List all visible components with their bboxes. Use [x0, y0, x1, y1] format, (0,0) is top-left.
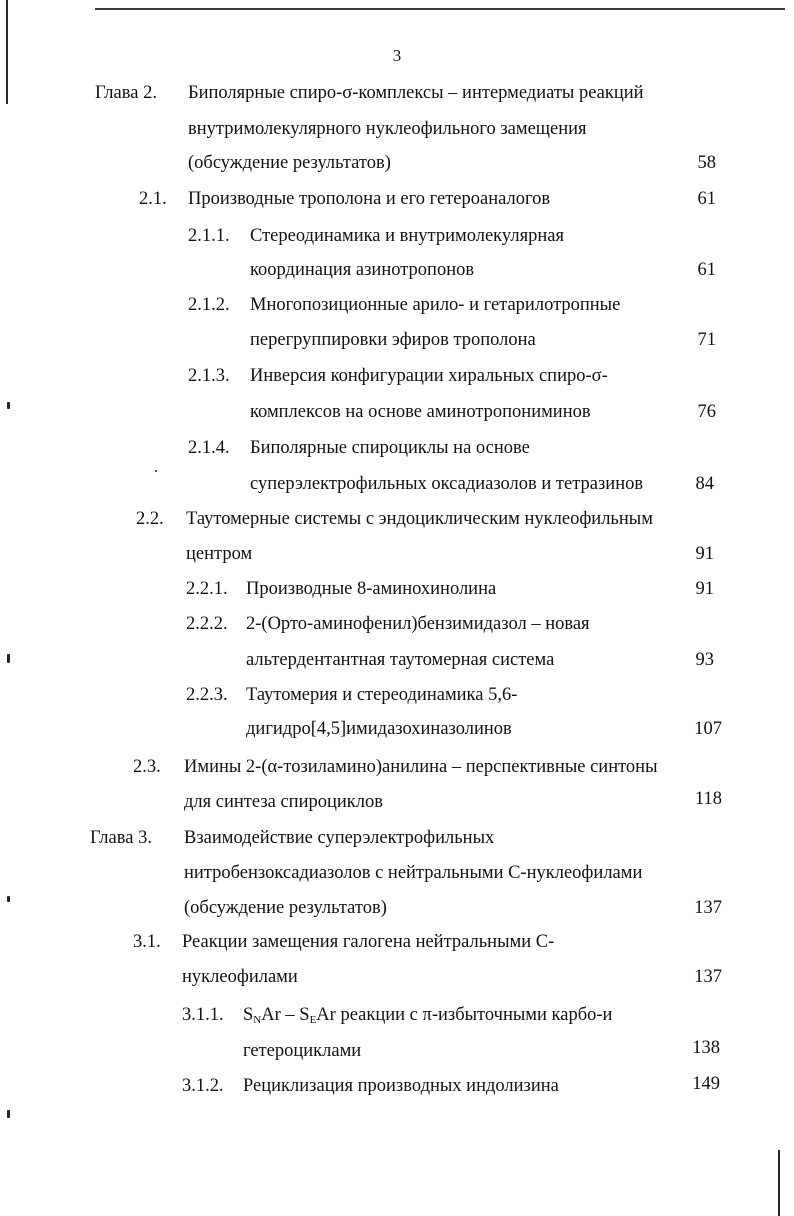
subscript: E — [309, 1014, 317, 1026]
toc-entry-line: Биполярные спиро-σ-комплексы – интермедиаты реакций — [188, 83, 644, 103]
scan-border-right — [778, 1150, 780, 1216]
toc-page-number: 84 — [695, 474, 714, 494]
text-fragment: Ar реакции с π-избыточными карбо-и — [316, 1005, 613, 1025]
toc-label: 2.1.3. — [188, 366, 230, 386]
toc-entry-line: Многопозиционные арило- и гетарилотропные — [250, 295, 621, 315]
toc-entry-line: Инверсия конфигурации хиральных спиро-σ- — [250, 366, 608, 386]
toc-page-number: 91 — [695, 544, 714, 564]
toc-entry-line: внутримолекулярного нуклеофильного замещения — [188, 119, 587, 139]
toc-label: 2.1.1. — [188, 226, 230, 246]
toc-entry-line: перегруппировки эфиров трополона — [250, 330, 536, 350]
toc-label: 3.1.2. — [182, 1076, 224, 1096]
toc-page-number: 137 — [694, 898, 722, 918]
toc-label: 2.1.4. — [188, 438, 230, 458]
toc-label: 2.1.2. — [188, 295, 230, 315]
toc-entry-line — [243, 1003, 612, 1027]
scan-speck — [7, 1110, 10, 1118]
scan-border-top — [95, 8, 785, 10]
toc-label: 2.1. — [139, 189, 167, 209]
toc-entry-line: (обсуждение результатов) — [188, 153, 391, 173]
scan-speck — [7, 402, 10, 409]
toc-entry-line: Реакции замещения галогена нейтральными С- — [182, 932, 555, 952]
scan-speck — [7, 896, 10, 902]
toc-label: 2.2.2. — [186, 614, 228, 634]
text-fragment: Ar – S — [261, 1005, 310, 1025]
toc-entry-line: альтердентантная таутомерная система — [246, 650, 555, 670]
toc-page-number: 93 — [695, 650, 714, 670]
toc-entry-line: Биполярные спироциклы на основе — [250, 438, 530, 458]
toc-entry-line: Стереодинамика и внутримолекулярная — [250, 226, 564, 246]
toc-entry-line: (обсуждение результатов) — [184, 898, 387, 918]
toc-page-number: 61 — [697, 189, 716, 209]
toc-page-number: 61 — [697, 260, 716, 280]
toc-entry-line: нуклеофилами — [182, 967, 298, 987]
page-number: 3 — [392, 46, 402, 65]
toc-entry-line: 2-(Орто-аминофенил)бензимидазол – новая — [246, 614, 590, 634]
toc-entry-line: Взаимодействие суперэлектрофильных — [184, 828, 495, 848]
toc-page-number: 58 — [697, 153, 716, 173]
toc-entry-line: гетероциклами — [243, 1041, 362, 1061]
toc-entry-line: Таутомерные системы с эндоциклическим нуклеофильным — [186, 509, 653, 529]
toc-entry-line: Имины 2-(α-тозиламино)анилина – перспективные синтоны — [184, 757, 658, 777]
toc-entry-line: комплексов на основе аминотропониминов — [250, 402, 591, 422]
toc-label: 2.2.1. — [186, 579, 228, 599]
toc-page-number: 76 — [697, 402, 716, 422]
toc-label: 2.2. — [136, 509, 164, 529]
subscript: N — [253, 1014, 262, 1026]
scan-speck — [7, 654, 10, 663]
toc-label: 3.1.1. — [182, 1005, 224, 1025]
toc-entry-line: для синтеза спироциклов — [184, 792, 383, 812]
toc-label: 2.2.3. — [186, 685, 228, 705]
toc-page-number: 149 — [692, 1074, 720, 1094]
toc-entry-line: нитробензоксадиазолов с нейтральными С-нуклеофилами — [184, 863, 643, 883]
scan-speck — [155, 470, 157, 472]
toc-label: 2.3. — [133, 757, 161, 777]
text-fragment: S — [243, 1005, 254, 1025]
toc-page-number: 118 — [694, 789, 722, 809]
toc-entry-line: Производные трополона и его гетероаналогов — [188, 189, 551, 209]
toc-page-number: 138 — [692, 1038, 720, 1058]
toc-entry-line: Таутомерия и стереодинамика 5,6- — [246, 685, 518, 705]
toc-page-number: 91 — [695, 579, 714, 599]
toc-label: 3.1. — [133, 932, 161, 952]
toc-entry-line: Производные 8-аминохинолина — [246, 579, 497, 599]
toc-entry-line: суперэлектрофильных оксадиазолов и тетразинов — [250, 474, 644, 494]
toc-label: Глава 2. — [95, 83, 157, 103]
toc-page-number: 137 — [694, 967, 722, 987]
toc-entry-line: дигидро[4,5]имидазохиназолинов — [246, 719, 512, 739]
toc-entry-line: Рециклизация производных индолизина — [243, 1076, 559, 1096]
toc-entry-line: координация азинотропонов — [250, 260, 475, 280]
toc-page-number: 107 — [694, 719, 722, 739]
toc-label: Глава 3. — [90, 828, 152, 848]
toc-page-number: 71 — [697, 330, 716, 350]
toc-entry-line: центром — [186, 544, 253, 564]
